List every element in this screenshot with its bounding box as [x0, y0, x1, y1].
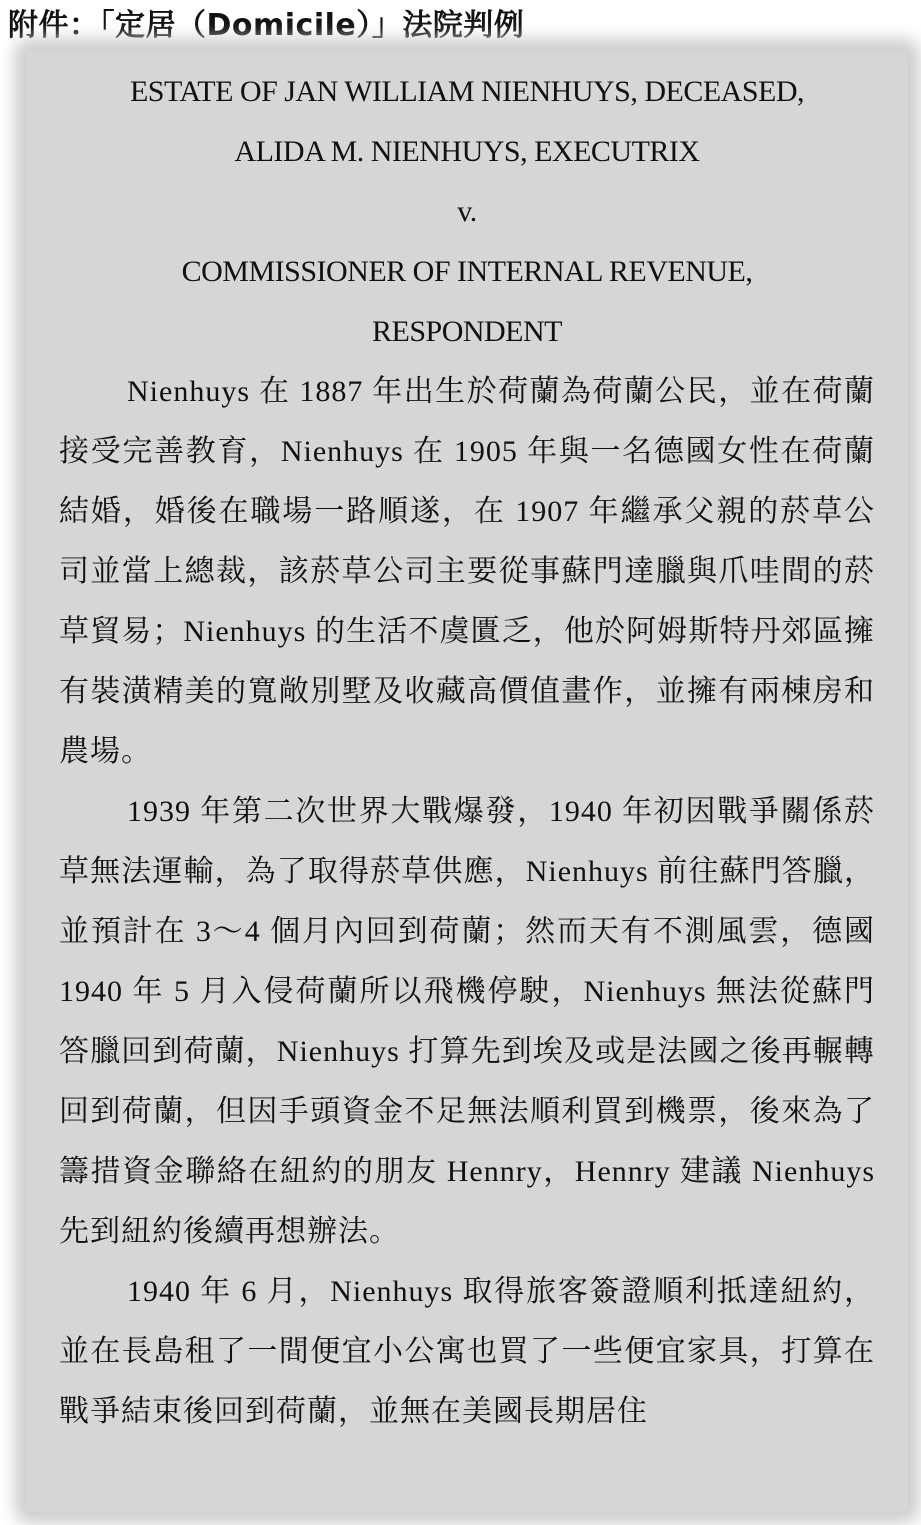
- case-caption-respondent: RESPONDENT: [371, 315, 562, 348]
- page-title: 附件：「定居（Domicile）」法院判例: [8, 8, 525, 43]
- case-caption-executrix: ALIDA M. NIENHUYS, EXECUTRIX: [234, 135, 700, 168]
- case-caption-versus: v.: [457, 195, 477, 228]
- paragraph-war-travel: 1939 年第二次世界大戰爆發，1940 年初因戰爭關係菸草無法運輸，為了取得菸草供應，Nienhuys 前往蘇門答臘，並預計在 3～4 個月內回到荷蘭；然而天有不測風雲，德國 1940 年 5 月入侵荷蘭所以飛機停駛，Nienhuys 無法從蘇門答臘回到荷蘭，Nienhuys 打算先到埃及或是法國之後再輾轉回到荷蘭，但因手頭資金不足無法順利買到機票，後來為了籌措資金聯絡在紐約的朋友 Hennry，Hennry 建議 Nienhuys 先到紐約後續再想辦法。: [59, 795, 875, 1248]
- paragraph-arrival-new-york: 1940 年 6 月，Nienhuys 取得旅客簽證順利抵達紐約，並在長島租了一間便宜小公寓也買了一些便宜家具，打算在戰爭結束後回到荷蘭，並無在美國長期居住: [59, 1275, 875, 1428]
- case-caption-commissioner: COMMISSIONER OF INTERNAL REVENUE,: [181, 255, 753, 288]
- paragraph-background: Nienhuys 在 1887 年出生於荷蘭為荷蘭公民，並在荷蘭接受完善教育，Nienhuys 在 1905 年與一名德國女性在荷蘭結婚，婚後在職場一路順遂，在 1907 年繼承父親的菸草公司並當上總裁，該菸草公司主要從事蘇門達臘與爪哇間的菸草貿易；Nienhuys 的生活不虞匱乏，他於阿姆斯特丹郊區擁有裝潢精美的寬敞別墅及收藏高價值畫作，並擁有兩棟房和農場。: [59, 375, 875, 768]
- document-content: [59, 62, 875, 1442]
- case-caption-estate: ESTATE OF JAN WILLIAM NIENHUYS, DECEASED,: [129, 75, 804, 108]
